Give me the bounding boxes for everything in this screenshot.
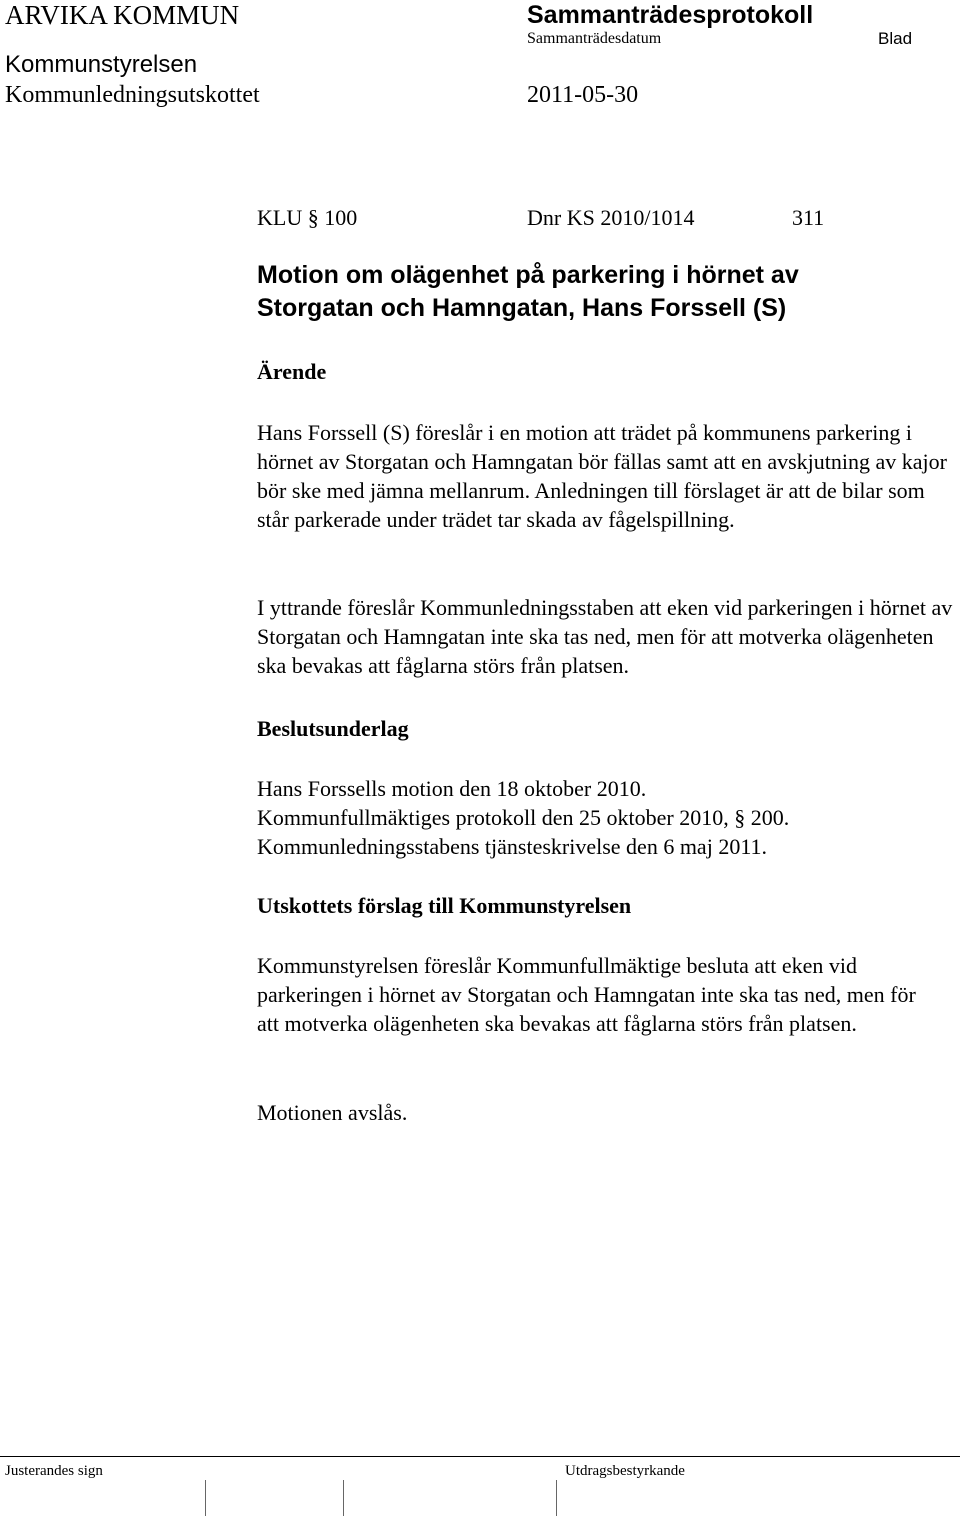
arende-paragraph-1: Hans Forssell (S) föreslår i en motion att trädet på kommunens parkering i hörnet av Storgatan och Hamngatan bör fällas samt att en avskjutning av kajor bör ske med jämna mellanrum. Anledningen till förslaget är att de bilar som står parkerade under trädet tar skada av fågelspillning. (257, 420, 947, 532)
signature-box-divider (556, 1480, 557, 1516)
page-label: Blad (878, 29, 913, 48)
arende-heading: Ärende (257, 359, 327, 384)
justerandes-sign-label: Justerandes sign (5, 1463, 103, 1479)
beslutsunderlag-heading: Beslutsunderlag (257, 716, 409, 741)
utdragsbestyrkande-label: Utdragsbestyrkande (565, 1463, 685, 1479)
diary-number: Dnr KS 2010/1014 (527, 205, 695, 230)
paragraph-code: KLU § 100 (257, 205, 358, 230)
page-title: Motion om olägenhet på parkering i hörnet av Storgatan och Hamngatan, Hans Forssell (S) (257, 261, 799, 322)
beslutsunderlag-item: Kommunfullmäktiges protokoll den 25 oktober 2010, § 200. (257, 805, 790, 830)
signature-box-divider (205, 1480, 206, 1516)
beslutsunderlag-item: Kommunledningsstabens tjänsteskrivelse den 6 maj 2011. (257, 834, 767, 859)
org-name: ARVIKA KOMMUN (5, 0, 240, 30)
beslutsunderlag-item: Hans Forssells motion den 18 oktober 2010. (257, 776, 647, 801)
date-label: Sammanträdesdatum (527, 30, 662, 47)
committee-name: Kommunledningsutskottet (5, 82, 260, 108)
paragraph-number: 311 (792, 205, 825, 230)
forslag-paragraph-1: Kommunstyrelsen föreslår Kommunfullmäktige besluta att eken vid parkeringen i hörnet av Storgatan och Hamngatan inte ska tas ned, men för att motverka olägenheten ska bevakas att fåglarna störs från platsen. (257, 953, 916, 1036)
board-name: Kommunstyrelsen (5, 51, 198, 78)
forslag-heading: Utskottets förslag till Kommunstyrelsen (257, 893, 632, 918)
arende-paragraph-2: I yttrande föreslår Kommunledningsstaben att eken vid parkeringen i hörnet av Storgatan och Hamngatan inte ska tas ned, men för att motverka olägenheten ska bevakas att fåglarna störs från platsen. (257, 595, 953, 678)
meeting-date: 2011-05-30 (527, 82, 639, 108)
footer-divider (0, 1456, 960, 1457)
signature-box-divider (343, 1480, 344, 1516)
document-type: Sammanträdesprotokoll (527, 1, 814, 29)
forslag-paragraph-2: Motionen avslås. (257, 1100, 408, 1125)
